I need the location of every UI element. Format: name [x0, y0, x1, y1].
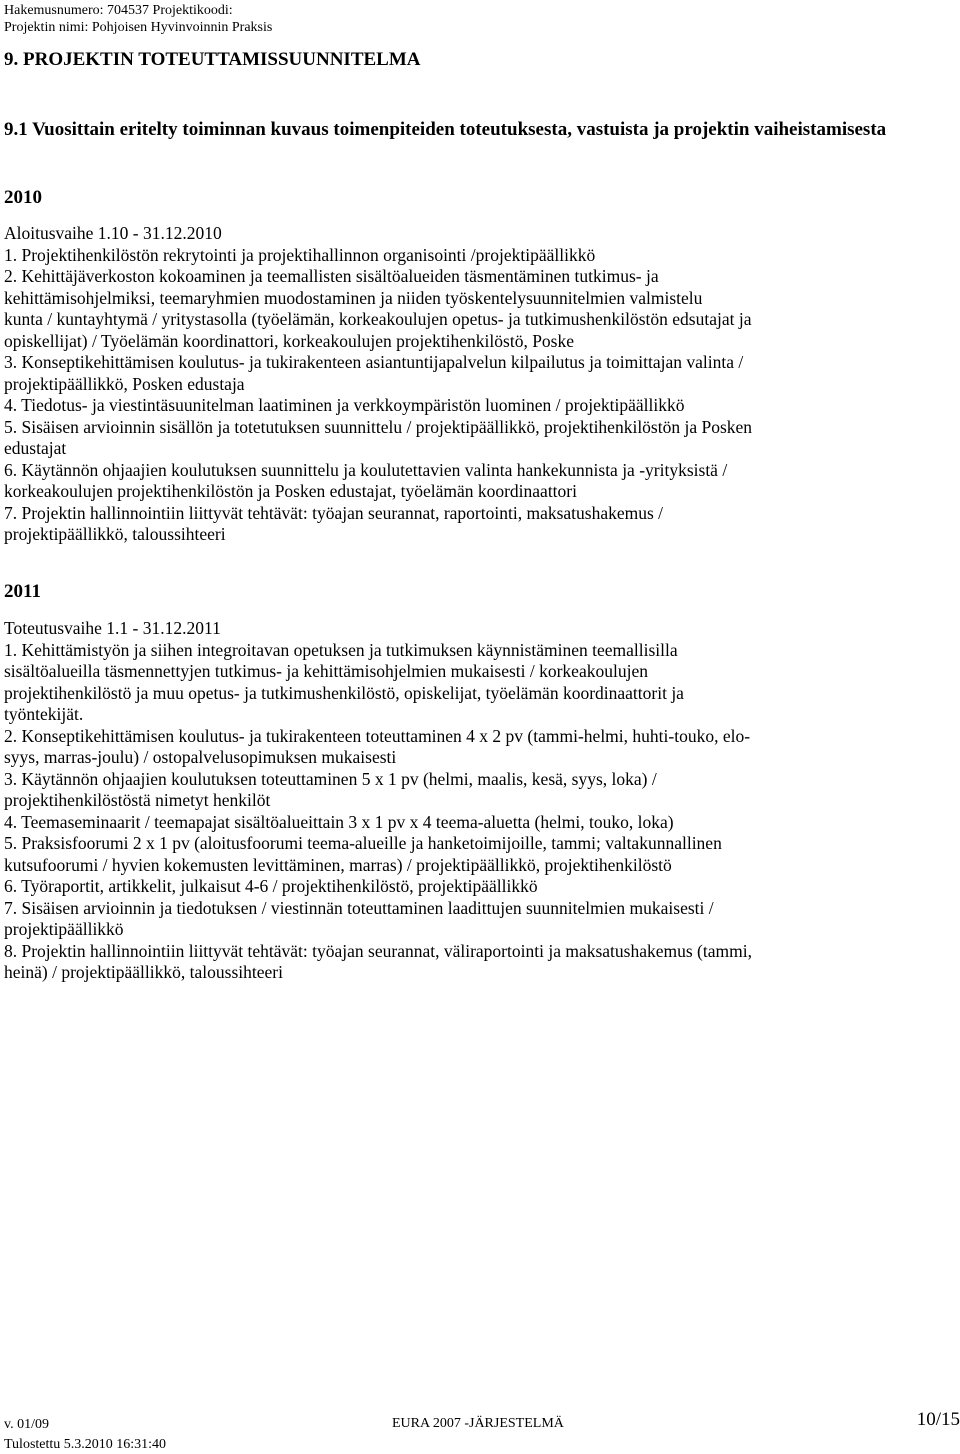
text-line: 5. Praksisfoorumi 2 x 1 pv (aloitusfoorumi teema-alueille ja hanketoimijoille, tammi; valtakunnallinen: [4, 833, 722, 853]
footer-system: EURA 2007 -JÄRJESTELMÄ: [392, 1416, 564, 1431]
text-line: 7. Projektin hallinnointiin liittyvät tehtävät: työajan seurannat, raportointi, maksatushakemus /: [4, 502, 664, 523]
text-line: sisältöalueilla täsmennettyjen tutkimus- ja kehittämisohjelmien mukaisesti / korkeakoulujen: [4, 661, 648, 681]
text-line: Toteutusvaihe 1.1 - 31.12.2011: [4, 618, 221, 638]
section-heading: 9. PROJEKTIN TOTEUTTAMISSUUNNITELMA: [4, 49, 421, 70]
text-line: 6. Käytännön ohjaajien koulutuksen suunnittelu ja koulutettavien valinta hankekunnista ja -yrityksistä /: [4, 459, 728, 480]
print-timestamp: Tulostettu 5.3.2010 16:31:40: [4, 1437, 167, 1452]
text-line: edustajat: [4, 438, 67, 458]
text-line: 1. Projektihenkilöstön rekrytointi ja projektihallinnon organisointi /projektipäällikkö: [4, 244, 596, 265]
text-line: 4. Teemaseminaarit / teemapajat sisältöalueittain 3 x 1 pv x 4 teema-aluetta (helmi, touko, loka): [4, 811, 674, 832]
text-line: heinä) / projektipäällikkö, taloussihteeri: [4, 962, 283, 982]
text-line: Aloitusvaihe 1.10 - 31.12.2010: [4, 223, 222, 243]
project-name: Projektin nimi: Pohjoisen Hyvinvoinnin Praksis: [4, 20, 273, 35]
text-line: projektipäällikkö, Posken edustaja: [4, 373, 245, 394]
text-line: 6. Työraportit, artikkelit, julkaisut 4-6 / projektihenkilöstö, projektipäällikkö: [4, 876, 538, 896]
application-number: Hakemusnumero: 704537 Projektikoodi:: [4, 3, 233, 18]
text-line: opiskellijat) / Työelämän koordinattori, korkeakoulujen projektihenkilöstö, Poske: [4, 330, 575, 351]
text-line: 2. Kehittäjäverkoston kokoaminen ja teemallisten sisältöalueiden täsmentäminen tutkimus- ja: [4, 266, 659, 286]
text-line: projektihenkilöstö ja muu opetus- ja tutkimushenkilöstö, opiskelijat, työelämän koordinaattorit ja: [4, 682, 684, 703]
page-number: 10/15: [916, 1409, 960, 1430]
footer-version: v. 01/09: [4, 1417, 49, 1432]
year-2010-content: [4, 223, 948, 546]
text-line: korkeakoulujen projektihenkilöstön ja Posken edustajat, työelämän koordinaattori: [4, 481, 577, 501]
text-line: projektipäällikkö: [4, 919, 124, 939]
text-line: kehittämisohjelmiksi, teemaryhmien muodostaminen ja niiden työskentelysuunnitelmien valmistelu: [4, 287, 703, 308]
text-line: työntekijät.: [4, 704, 84, 724]
text-line: 7. Sisäisen arvioinnin ja tiedotuksen / viestinnän toteuttaminen laadittujen suunnitelmien mukaisesti /: [4, 897, 714, 918]
text-line: syys, marras-joulu) / ostopalvelusopimuksen mukaisesti: [4, 747, 397, 767]
text-line: 3. Konseptikehittämisen koulutus- ja tukirakenteen asiantuntijapalvelun kilpailutus ja toimittajan valinta /: [4, 352, 744, 372]
year-2010-heading: 2010: [4, 187, 42, 208]
text-line: 5. Sisäisen arvioinnin sisällön ja totetutuksen suunnittelu / projektipäällikkö, projektihenkilöstön ja Posken: [4, 416, 753, 437]
text-line: kutsufoorumi / hyvien kokemusten levittäminen, marras) / projektipäällikkö, projektihenkilöstö: [4, 854, 672, 875]
page-header: [4, 2, 272, 36]
text-line: 2. Konseptikehittämisen koulutus- ja tukirakenteen toteuttaminen 4 x 2 pv (tammi-helmi, huhti-touko, elo-: [4, 725, 751, 746]
text-line: projektihenkilöstöstä nimetyt henkilöt: [4, 790, 271, 810]
year-2011-content: [4, 618, 948, 984]
text-line: 1. Kehittämistyön ja siihen integroitavan opetuksen ja tutkimuksen käynnistäminen teemallisilla: [4, 639, 678, 660]
subsection-heading: 9.1 Vuosittain eritelty toiminnan kuvaus toimenpiteiden toteutuksesta, vastuista ja projektin vaiheistamisesta: [4, 119, 887, 140]
text-line: kunta / kuntayhtymä / yritystasolla (työelämän, korkeakoulujen opetus- ja tutkimushenkilöstön edsutajat ja: [4, 309, 752, 329]
text-line: projektipäällikkö, taloussihteeri: [4, 524, 226, 544]
text-line: 4. Tiedotus- ja viestintäsuunitelman laatiminen ja verkkoympäristön luominen / projektipäällikkö: [4, 395, 685, 415]
year-2011-heading: 2011: [4, 581, 41, 602]
text-line: 8. Projektin hallinnointiin liittyvät tehtävät: työajan seurannat, väliraportointi ja maksatushakemus (tammi,: [4, 940, 752, 961]
text-line: 3. Käytännön ohjaajien koulutuksen toteuttaminen 5 x 1 pv (helmi, maalis, kesä, syys, loka) /: [4, 768, 657, 789]
